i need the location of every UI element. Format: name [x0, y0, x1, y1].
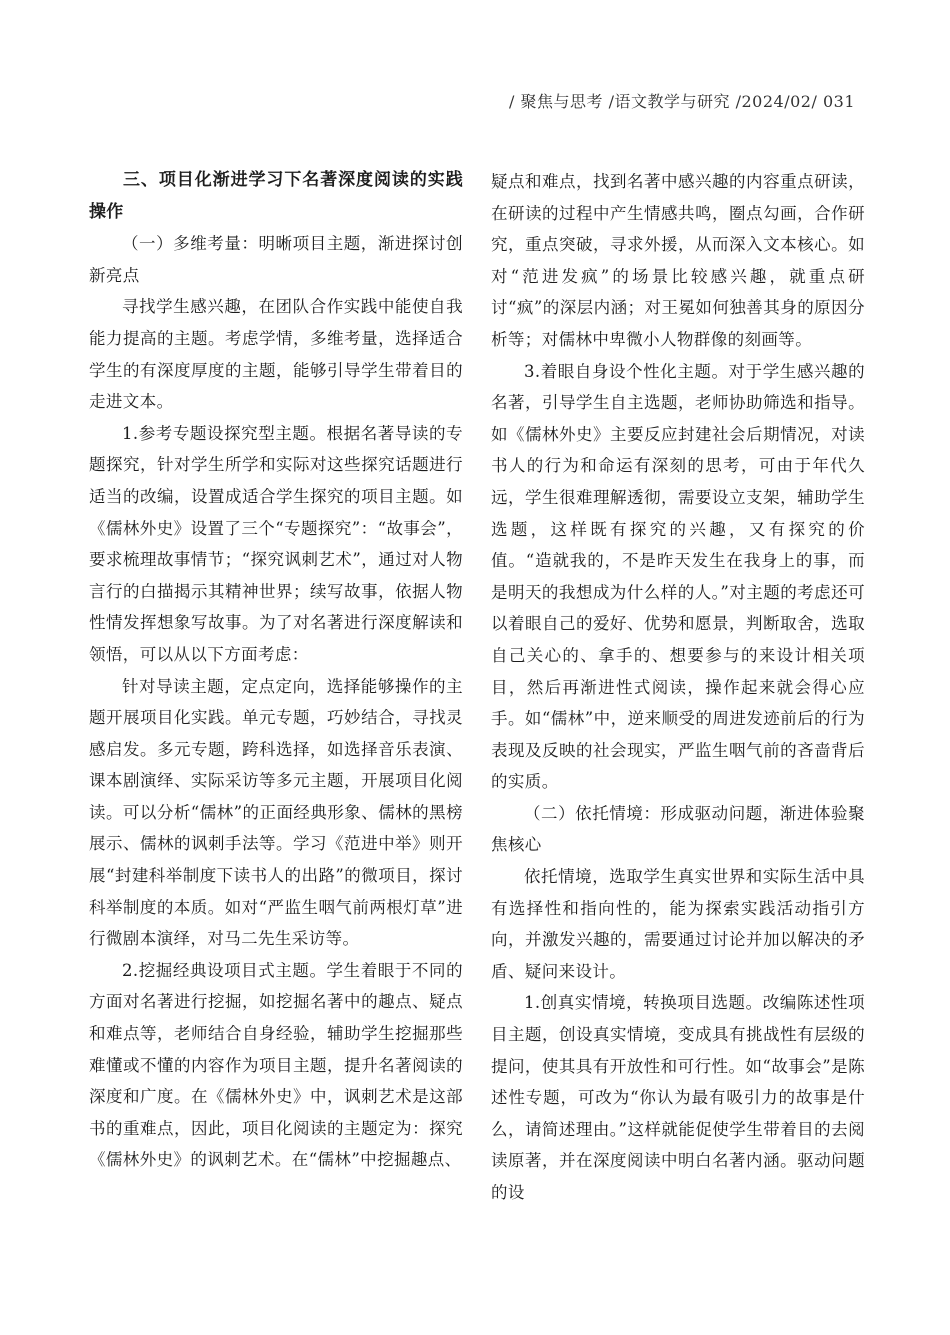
- header-issue: /2024/02/: [735, 92, 818, 111]
- paragraph: 寻找学生感兴趣，在团队合作实践中能使自我能力提高的主题。考虑学情，多维考量，选择适合学生的有深度厚度的主题，能够引导学生带着目的走进文本。: [89, 297, 463, 412]
- right-column: [491, 166, 865, 1209]
- paragraph: 针对导读主题，定点定向，选择能够操作的主题开展项目化实践。单元专题，巧妙结合，寻找灵感启发。多元专题，跨科选择，如选择音乐表演、课本剧演绎、实际采访等多元主题，开展项目化阅读。可以分析“儒林”的正面经典形象、儒林的黑榜展示、儒林的讽刺手法等。学习《范进中举》则开展“封建科举制度下读书人的出路”的微项目，探讨科举制度的本质。如对“严监生咽气前两根灯草”进行微剧本演绎，对马二先生采访等。: [89, 676, 463, 949]
- running-header: [509, 89, 855, 112]
- subsection-heading: （一）多维考量：明晰项目主题，渐进探讨创新亮点: [89, 234, 463, 285]
- paragraph: 1.创真实情境，转换项目选题。改编陈述性项目主题，创设真实情境，变成具有挑战性有层级的提问，使其具有开放性和可行性。如“故事会”是陈述性专题，可改为“你认为最有吸引力的故事是什么，请简述理由。”这样就能促使学生带着目的去阅读原著，并在深度阅读中明白名著内涵。驱动问题的设: [491, 993, 865, 1202]
- header-section: / 聚焦与思考: [509, 92, 604, 111]
- paragraph: 1.参考专题设探究型主题。根据名著导读的专题探究，针对学生所学和实际对这些探究话题进行适当的改编，设置成适合学生探究的项目主题。如《儒林外史》设置了三个“专题探究”：“故事会”，要求梳理故事情节；“探究讽刺艺术”，通过对人物言行的白描揭示其精神世界；续写故事，依据人物性情发挥想象写故事。为了对名著进行深度解读和领悟，可以从以下方面考虑：: [89, 423, 463, 664]
- paragraph-continuation: 疑点和难点，找到名著中感兴趣的内容重点研读，在研读的过程中产生情感共鸣，圈点勾画，合作研究，重点突破，寻求外援，从而深入文本核心。如对“范进发疯”的场景比较感兴趣，就重点研讨“疯”的深层内涵；对王冕如何独善其身的原因分析等；对儒林中卑微小人物群像的刻画等。: [491, 172, 865, 349]
- paragraph: 依托情境，选取学生真实世界和实际生活中具有选择性和指向性的，能为探索实践活动指引方向，并激发兴趣的，需要通过讨论并加以解决的矛盾、疑问来设计。: [491, 867, 865, 981]
- section-heading: 三、项目化渐进学习下名著深度阅读的实践操作: [89, 170, 463, 222]
- header-page-number: 031: [822, 92, 855, 111]
- header-journal: /语文教学与研究: [608, 92, 731, 111]
- subsection-heading: （二）依托情境：形成驱动问题，渐进体验聚焦核心: [491, 803, 865, 855]
- paragraph: 3.着眼自身设个性化主题。对于学生感兴趣的名著，引导学生自主选题，老师协助筛选和指导。如《儒林外史》主要反应封建社会后期情况，对读书人的行为和命运有深刻的思考，可由于年代久远，学生很难理解透彻，需要设立支架，辅助学生选题，这样既有探究的兴趣，又有探究的价值。“造就我的，不是昨天发生在我身上的事，而是明天的我想成为什么样的人。”对主题的考虑还可以着眼自己的爱好、优势和愿景，判断取舍，选取自己关心的、拿手的、想要参与的来设计相关项目，然后再渐进性式阅读，操作起来就会得心应手。如“儒林”中，逆来顺受的周进发迹前后的行为表现及反映的社会现实，严监生咽气前的吝啬背后的实质。: [491, 361, 865, 792]
- left-column: [89, 165, 463, 1176]
- paragraph: 2.挖掘经典设项目式主题。学生着眼于不同的方面对名著进行挖掘，如挖掘名著中的趣点、疑点和难点等，老师结合自身经验，辅助学生挖掘那些难懂或不懂的内容作为项目主题，提升名著阅读的深度和广度。在《儒林外史》中，讽刺艺术是这部书的重难点，因此，项目化阅读的主题定为：探究《儒林外史》的讽刺艺术。在“儒林”中挖掘趣点、: [89, 960, 463, 1170]
